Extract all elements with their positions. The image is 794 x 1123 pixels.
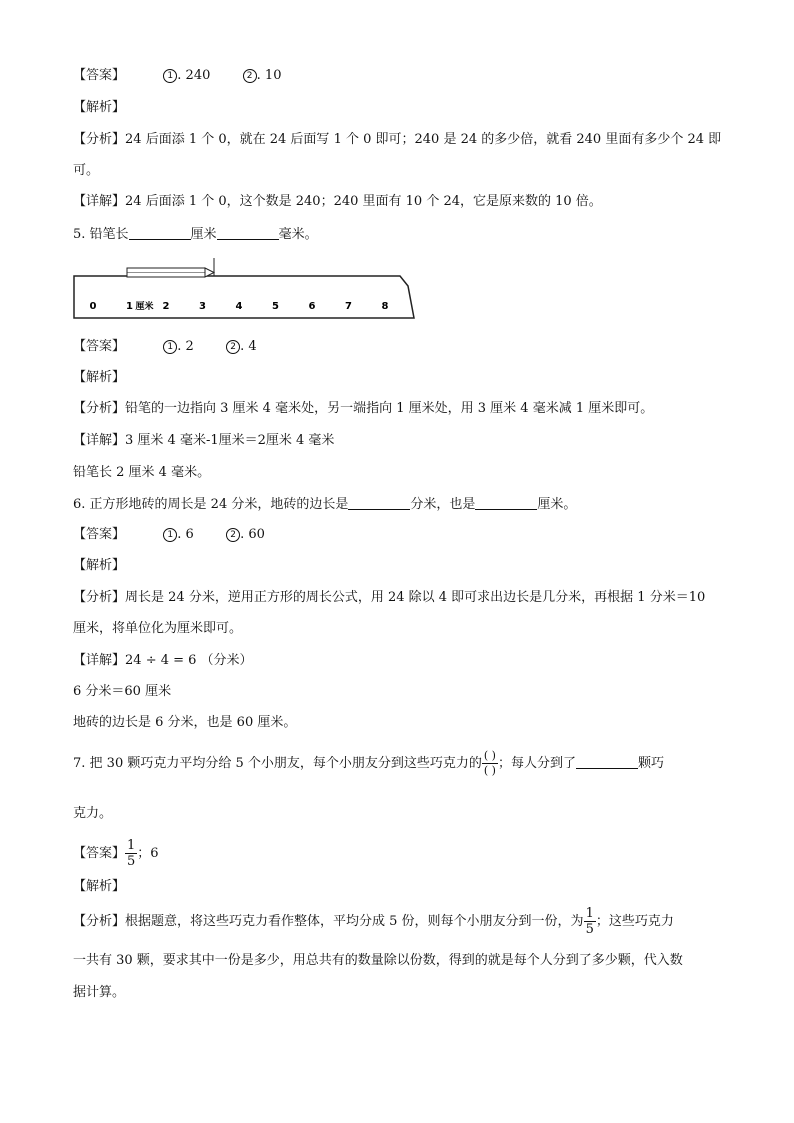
ruler-number: 4 bbox=[235, 301, 243, 312]
fenxi-tag: 【分析】 bbox=[73, 401, 126, 416]
stem-text: 厘米 bbox=[190, 227, 217, 242]
answer-value: . 60 bbox=[240, 527, 265, 542]
answer-blank[interactable] bbox=[475, 495, 537, 510]
q5-analysis-tag: 【解析】 bbox=[73, 370, 126, 385]
xiangjie-tag: 【详解】 bbox=[73, 194, 126, 209]
answer-blank[interactable] bbox=[576, 754, 638, 769]
xiangjie-tag: 【详解】 bbox=[73, 433, 126, 448]
fraction-denominator: 5 bbox=[585, 922, 594, 937]
q4-answer-line bbox=[73, 67, 281, 85]
q5-stem bbox=[73, 225, 318, 244]
answer-fraction bbox=[125, 838, 137, 869]
ruler-number: 6 bbox=[308, 301, 316, 312]
ruler-number: 5 bbox=[272, 301, 279, 312]
answer-blank[interactable] bbox=[217, 225, 279, 240]
q6-conversion: 6 分米＝60 厘米 bbox=[73, 684, 172, 699]
fenxi-tag: 【分析】 bbox=[73, 914, 126, 929]
q5-conclusion: 铅笔长 2 厘米 4 毫米。 bbox=[73, 465, 211, 480]
q4-analysis-tag: 【解析】 bbox=[73, 100, 126, 115]
fraction-numerator: 1 bbox=[127, 838, 136, 853]
q5-answer-line bbox=[73, 338, 257, 356]
circled-number: 2 bbox=[226, 340, 240, 354]
stem-text: ；每人分到了 bbox=[497, 756, 576, 771]
xiangjie-text: 24 ÷ 4 = 6 （分米） bbox=[125, 653, 253, 668]
q6-answer-line bbox=[73, 526, 265, 544]
q5-fenxi-line bbox=[73, 400, 653, 418]
ruler-number: 7 bbox=[345, 301, 352, 312]
answer-value: ；6 bbox=[137, 846, 159, 861]
q5-xiangjie-line bbox=[73, 432, 334, 450]
fenxi-tag: 【分析】 bbox=[73, 132, 126, 147]
q6-fenxi-line bbox=[73, 589, 705, 607]
fenxi-text: 铅笔的一边指向 3 厘米 4 毫米处，另一端指向 1 厘米处，用 3 厘米 4 毫米减 1 厘米即可。 bbox=[125, 401, 654, 416]
xiangjie-text: 3 厘米 4 毫米-1厘米＝2厘米 4 毫米 bbox=[125, 433, 335, 448]
ruler-number: 8 bbox=[381, 301, 389, 312]
q4-xiangjie-line bbox=[73, 193, 602, 211]
fenxi-tag: 【分析】 bbox=[73, 590, 126, 605]
ruler-number: 0 bbox=[89, 301, 97, 312]
ruler-number: 3 bbox=[199, 301, 206, 312]
fraction-numerator: ( ) bbox=[483, 749, 496, 762]
circled-number: 1 bbox=[163, 528, 177, 542]
stem-text: 毫米。 bbox=[278, 227, 318, 242]
fraction-denominator: ( ) bbox=[483, 764, 496, 777]
answer-tag: 【答案】 bbox=[73, 846, 126, 861]
fraction-blank[interactable] bbox=[482, 749, 498, 778]
stem-text: 颗巧 bbox=[638, 756, 665, 771]
fenxi-text: ；这些巧克力 bbox=[595, 914, 674, 929]
fenxi-fraction bbox=[584, 906, 596, 937]
stem-text: 分米，也是 bbox=[410, 497, 476, 512]
q6-stem bbox=[73, 495, 576, 514]
q7-fenxi-cont: 一共有 30 颗，要求其中一份是多少，用总共有的数量除以份数，得到的就是每个人分到了多少颗，代入数 bbox=[73, 953, 683, 968]
answer-tag: 【答案】 bbox=[73, 68, 126, 83]
answer-tag: 【答案】 bbox=[73, 339, 126, 354]
ruler-unit-label: 厘米 bbox=[135, 302, 154, 312]
q7-stem bbox=[73, 744, 664, 784]
xiangjie-tag: 【详解】 bbox=[73, 653, 126, 668]
q6-conclusion: 地砖的边长是 6 分米，也是 60 厘米。 bbox=[73, 715, 297, 730]
ruler-number: 1 bbox=[126, 301, 133, 312]
circled-number: 1 bbox=[163, 340, 177, 354]
answer-value: . 240 bbox=[177, 68, 211, 83]
circled-number: 2 bbox=[226, 528, 240, 542]
ruler-body bbox=[74, 276, 414, 318]
fraction-denominator: 5 bbox=[127, 854, 136, 869]
answer-blank[interactable] bbox=[348, 495, 410, 510]
q6-xiangjie-line bbox=[73, 652, 253, 670]
stem-text: 厘米。 bbox=[537, 497, 577, 512]
q6-fenxi-cont: 厘米，将单位化为厘米即可。 bbox=[73, 621, 243, 636]
ruler-number: 2 bbox=[162, 301, 170, 312]
answer-tag: 【答案】 bbox=[73, 527, 126, 542]
answer-value: . 4 bbox=[240, 339, 257, 354]
q4-fenxi-cont: 可。 bbox=[73, 163, 100, 178]
xiangjie-text: 24 后面添 1 个 0，这个数是 240；240 里面有 10 个 24，它是原来数的 10 倍。 bbox=[125, 194, 602, 209]
q7-fenxi-end: 据计算。 bbox=[73, 985, 126, 1000]
fenxi-text: 周长是 24 分米，逆用正方形的周长公式，用 24 除以 4 即可求出边长是几分米，再根据 1 分米＝10 bbox=[125, 590, 706, 605]
q7-fenxi-line bbox=[73, 905, 674, 939]
ruler-figure bbox=[72, 256, 424, 328]
q7-stem-cont: 克力。 bbox=[73, 806, 113, 821]
stem-text: 6. 正方形地砖的周长是 24 分米，地砖的边长是 bbox=[73, 497, 349, 512]
q6-analysis-tag: 【解析】 bbox=[73, 558, 126, 573]
q4-fenxi-line bbox=[73, 131, 721, 149]
answer-blank[interactable] bbox=[129, 225, 191, 240]
q7-analysis-tag: 【解析】 bbox=[73, 879, 126, 894]
fraction-numerator: 1 bbox=[585, 906, 594, 921]
answer-value: . 2 bbox=[177, 339, 194, 354]
stem-text: 7. 把 30 颗巧克力平均分给 5 个小朋友，每个小朋友分到这些巧克力的 bbox=[73, 756, 482, 771]
fenxi-text: 根据题意，将这些巧克力看作整体，平均分成 5 份，则每个小朋友分到一份，为 bbox=[125, 914, 584, 929]
answer-value: . 10 bbox=[256, 68, 282, 83]
q7-answer-line bbox=[73, 838, 159, 869]
circled-number: 2 bbox=[243, 69, 257, 83]
stem-text: 5. 铅笔长 bbox=[73, 227, 129, 242]
circled-number: 1 bbox=[163, 69, 177, 83]
answer-value: . 6 bbox=[177, 527, 194, 542]
fenxi-text: 24 后面添 1 个 0，就在 24 后面写 1 个 0 即可；240 是 24 的多少倍，就看 240 里面有多少个 24 即 bbox=[125, 132, 722, 147]
